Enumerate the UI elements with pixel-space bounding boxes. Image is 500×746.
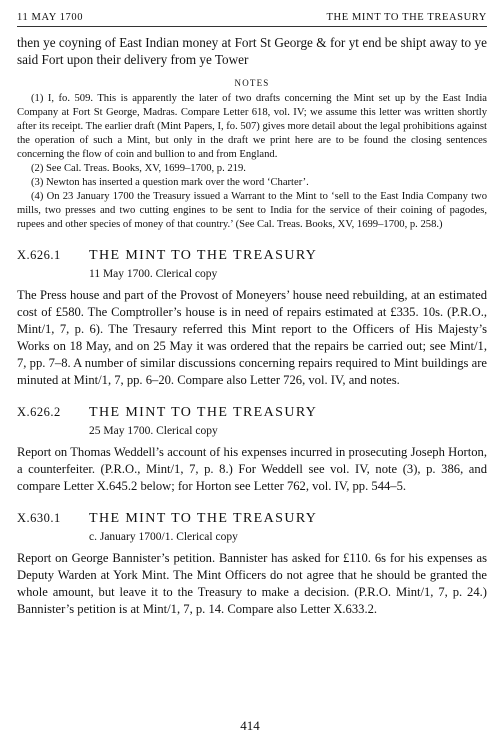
continued-letter-text: then ye coyning of East Indian money at Fort St George & for yt end be shipt away to ye said Fort upon their delivery from ye Tower [17,35,487,67]
entry-x626-2 [17,405,487,495]
entry-body: Report on George Bannister’s petition. Bannister has asked for £110. 6s for his expenses as Deputy Warden at York Mint. The Mint Officers do not agree that he should be granted the whole amount, but leave it to the Treasury to make a decision. (P.R.O. Mint/1, 7, p. 24.) Bannister’s petition is at Mint/1, 7, p. 14. Compare also Letter X.633.2. [17,551,487,616]
entry-title: THE MINT TO THE TREASURY [89,248,318,263]
header-date: 11 MAY 1700 [17,12,84,23]
entry-date: 11 May 1700. Clerical copy [89,268,218,280]
entry-title: THE MINT TO THE TREASURY [89,405,318,420]
note-4: (4) On 23 January 1700 the Treasury issued a Warrant to the Mint to ‘sell to the East India Company two mills, two presses and two cutting engines to be sent to India for the service of their coining of pagodes, rupees and other species of money of that country.’ (See Cal. Treas. Books, XV, 1699–1700, p. 258.) [17,191,487,230]
entry-x630-1 [17,511,487,618]
running-header [17,12,487,27]
entry-number: X.630.1 [17,511,61,525]
entry-date: c. January 1700/1. Clerical copy [89,531,238,543]
header-title: THE MINT TO THE TREASURY [326,12,487,23]
entry-number: X.626.1 [17,248,61,262]
note-2: (2) See Cal. Treas. Books, XV, 1699–1700, p. 219. [31,163,246,174]
entry-body: Report on Thomas Weddell’s account of his expenses incurred in prosecuting Joseph Horton, a counterfeiter. (P.R.O., Mint/1, 7, p. 8.) For Weddell see vol. IV, note (3), p. 386, and compare Letter X.645.2 below; for Horton see Letter 762, vol. IV, pp. 544–5. [17,445,487,493]
note-3: (3) Newton has inserted a question mark over the word ‘Charter’. [31,177,309,188]
entry-heading [17,248,487,264]
entry-date: 25 May 1700. Clerical copy [89,425,218,437]
entry-heading [17,511,487,527]
notes-heading: NOTES [234,78,270,88]
note-1: (1) I, fo. 509. This is apparently the later of two drafts concerning the Mint set up by the East India Company at Fort St George, Madras. Compare Letter 618, vol. IV; we assume this letter was written shortly after its receipt. The earlier draft (Mint Papers, I, fo. 507) gives more detail about the legal prohibitions against the operation of such a Mint, but only in the draft we print here are to be found the closing sentences concerning the flow of coin and bullion to and from England. [17,93,487,160]
entry-x626-1 [17,248,487,389]
page-number: 414 [240,718,260,733]
entry-number: X.626.2 [17,405,61,419]
entry-body: The Press house and part of the Provost of Moneyers’ house need rebuilding, at an estimated cost of £580. The Comptroller’s house is in need of repairs estimated at £335. 10s. (P.R.O., Mint/1, 7, p. 6). The Tresaury referred this Mint report to the Officers of His Majesty’s Works on 18 May, and on 25 May it was ordered that the repairs be carried out; see Mint/1, 7, pp. 7–8. A number of similar discussions concerning repairs required to Mint buildings are minuted at Mint/1, 7, pp. 6–20. Compare also Letter 726, vol. IV, and notes. [17,288,487,387]
entry-title: THE MINT TO THE TREASURY [89,511,318,526]
entry-heading [17,405,487,421]
document-page [17,12,487,618]
